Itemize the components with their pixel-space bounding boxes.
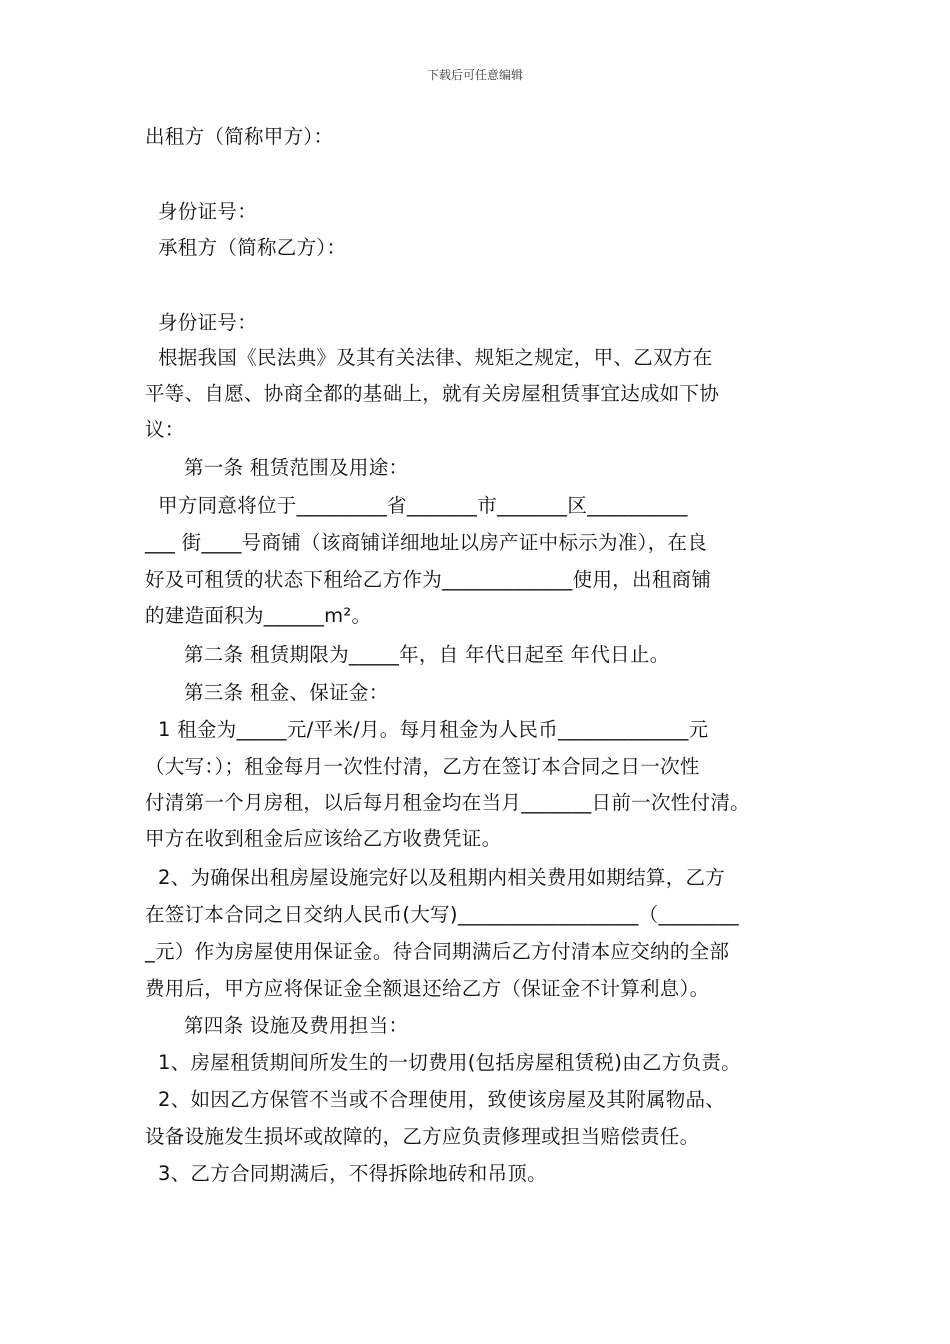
article-1-line: 的建造面积为______m²。 (145, 604, 372, 627)
article-4-heading: 第四条 设施及费用担当： (145, 1014, 409, 1037)
article-4-line: 2、如因乙方保管不当或不合理使用，致使该房屋及其附属物品、 (145, 1088, 726, 1111)
article-2-line: 第二条 租赁期限为_____年，自 年代日起至 年代日止。 (145, 643, 670, 666)
article-4-line: 设备设施发生损坏或故障的，乙方应负责修理或担当赔偿责任。 (145, 1125, 700, 1148)
lessor-label: 出租方（简称甲方）： (145, 125, 334, 148)
intro-paragraph-line: 根据我国《民法典》及其有关法律、规矩之规定，甲、乙双方在 (145, 346, 713, 369)
article-3-line: 在签订本合同之日交纳人民币(大写)__________________（________ (145, 903, 739, 926)
lessor-id-label: 身份证号： (145, 200, 257, 223)
lessee-id-label: 身份证号： (145, 311, 257, 334)
article-3-line: _元）作为房屋使用保证金。待合同期满后乙方付清本应交纳的全部 (145, 940, 730, 963)
article-3-line: （大写：）；租金每月一次性付清，乙方在签订本合同之日一次性 (145, 755, 700, 778)
article-3-line: 付清第一个月房租，以后每月租金均在当月_______日前一次性付清。 (145, 791, 750, 814)
article-1-heading: 第一条 租赁范围及用途： (145, 456, 409, 479)
article-1-line: ___ 街____号商铺（该商铺详细地址以房产证中标示为准），在良 (145, 531, 708, 554)
article-3-heading: 第三条 租金、保证金： (145, 681, 389, 704)
page-header-note: 下载后可任意编辑 (426, 68, 523, 82)
article-3-line: 1 租金为_____元/平米/月。每月租金为人民币_____________元 (145, 718, 709, 741)
article-3-line: 甲方在收到租金后应该给乙方收费凭证。 (145, 827, 502, 850)
article-3-line: 2、为确保出租房屋设施完好以及租期内相关费用如期结算，乙方 (145, 866, 726, 889)
article-4-line: 1、房屋租赁期间所发生的一切费用(包括房屋租赁税)由乙方负责。 (145, 1051, 741, 1074)
intro-paragraph-line: 议： (145, 418, 185, 441)
article-4-line: 3、乙方合同期满后，不得拆除地砖和吊顶。 (145, 1162, 547, 1185)
article-1-line: 甲方同意将位于_________省_______市_______区__________ (145, 494, 688, 517)
lessee-label: 承租方（简称乙方）： (145, 236, 347, 259)
article-3-line: 费用后，甲方应将保证金全额退还给乙方（保证金不计算利息）。 (145, 977, 710, 1000)
intro-paragraph-line: 平等、自愿、协商全都的基础上，就有关房屋租赁事宜达成如下协 (145, 382, 720, 405)
article-1-line: 好及可租赁的状态下租给乙方作为_____________使用，出租商铺 (145, 568, 712, 591)
